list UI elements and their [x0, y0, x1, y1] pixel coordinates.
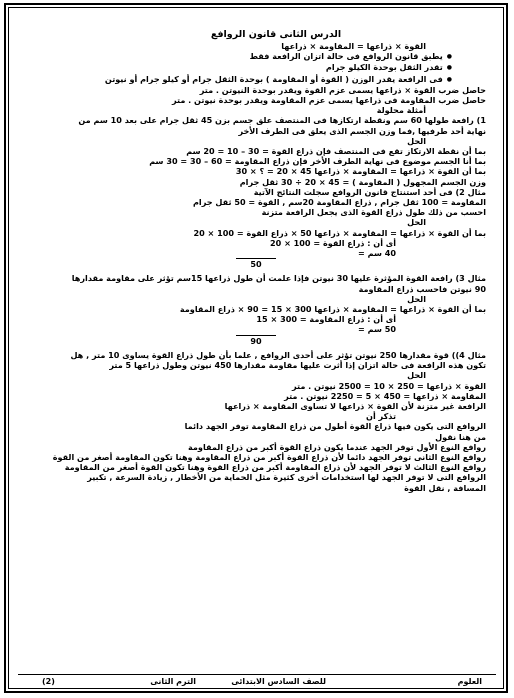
solution-line: بما أن نقطة الارتكاز تقع فى المنتصف فإن ذراع القوة = 30 – 10 = 20 سم — [186, 146, 486, 157]
remember-line: الروافع التى لا توفر الجهد لها استخدامات أخرى كثيرة مثل الحماية من الأخطار , زيادة السرعة , تكبير — [87, 472, 486, 483]
example-3-question: 90 نيوتن فاحسب ذراع المقاومة — [358, 283, 486, 294]
solution-line: الرافعة غير متزنة لأن القوة × ذراعها لا تساوى المقاومة × ذراعها — [224, 400, 486, 411]
note-bullet: ● فى الرافعة يقدر الوزن ( القوة أو المقاومة ) بوحدة الثقل جرام أو كيلو جرام أو نيوتن — [26, 74, 486, 85]
lesson-title: الدرس الثانى قانون الروافع — [210, 29, 342, 40]
note-bullet: ● يطبق قانون الروافع فى حالة اتزان الرافعة فقط — [26, 51, 486, 62]
footer-grade: للصف السادس الابتدائى — [231, 677, 326, 686]
remember-line: روافع النوع الثالث لا توفر الجهد لأن ذراع المقاومة أكبر من ذراع القوة وهنا تكون القوة أصغر من المقاومة — [64, 462, 486, 473]
solution-line: وزن الجسم المجهول ( المقاومة ) = 45 × 20 ÷ 30 ثقل جرام — [239, 176, 486, 187]
fraction-denominator: 50 — [26, 258, 486, 269]
footer-subject: العلوم — [457, 677, 482, 686]
example-1-question: 1) رافعة طولها 60 سم ونقطة ارتكازها فى المنتصف علق جسم بزن 45 ثقل جرام على بعد 10 سم من — [78, 115, 486, 126]
definition-line: حاصل ضرب القوة × ذراعها يسمى عزم القوة ويقدر بوحدة النيوتن . متر — [199, 84, 486, 95]
remember-line: من هنا نقول — [435, 431, 486, 442]
example-2-question: احسب من ذلك طول ذراع القوة الذى يجعل الرافعة متزنة — [261, 207, 486, 218]
solution-line: بما أن القوة × ذراعها = المقاومة × ذراعها 300 × 15 = 90 × ذراع المقاومة — [179, 304, 486, 315]
solution-label: الحل — [407, 217, 426, 228]
solution-line: القوة × ذراعها = 250 × 10 = 2500 نيوتن . متر — [292, 380, 486, 391]
solution-line: بما أنا الجسم موضوع فى نهاية الطرف الأخر فإن ذراع المقاومة = 60 – 30 = 30 سم — [149, 156, 486, 167]
remember-line: الروافع التى يكون فيها ذراع القوة أطول من ذراع المقاومة توفر الجهد دائما — [184, 421, 486, 432]
solution-line: بما أن القوة × ذراعها = المقاومة × ذراعها 50 × ذراع القوة = 100 × 20 — [193, 227, 486, 238]
lever-law: القوة × ذراعها = المقاومة × ذراعها — [281, 41, 426, 51]
page-number: (2) — [42, 677, 55, 686]
example-2-question: المقاومة = 100 ثقل جرام , ذراع المقاومة 20سم , القوة = 50 ثقل جرام — [193, 197, 486, 208]
lesson-content — [26, 28, 486, 493]
solution-line: أى أن : ذراع القوة = 100 × 20 — [269, 237, 396, 248]
footer-term: الترم الثانى — [150, 677, 196, 686]
solution-line: بما أن القوة × ذراعها = المقاومة × ذراعها 45 × 20 = ؟ × 30 — [235, 166, 486, 177]
solution-line: أى أن : ذراع المقاومة = 300 × 15 — [256, 314, 396, 325]
note-bullet: ● تقدر الثقل بوحدة الكيلو جرام — [26, 62, 486, 73]
solution-label: الحل — [407, 293, 426, 304]
page-footer — [18, 674, 496, 689]
example-1-question: نهاية أحد طرفيها ,فما وزن الجسم الذى يعلق فى الطرف الأخر — [238, 125, 486, 136]
example-3-question: مثال 3) رافعة القوة المؤثرة عليها 30 نيوتن فإذا علمت أن طول ذراعها 15سم تؤثر على مقاومة مقدارها — [71, 273, 486, 284]
solution-line: المقاومة × ذراعها = 450 × 5 = 2250 نيوتن . متر — [284, 390, 486, 401]
remember-line: روافع النوع الثانى توفر الجهد دائما لأن ذراع القوة أكبر من ذراع المقاومة وهنا تكون المقاومة أصغر من القوة — [52, 451, 486, 462]
solution-label: الحل — [407, 135, 426, 146]
solution-line: 50 سم = — [358, 324, 396, 335]
fraction-denominator: 90 — [26, 335, 486, 346]
example-4-question: مثال 4)) قوة مقدارها 250 نيوتن تؤثر على أحدى الروافع , علما بأن طول ذراع القوة يساوى 10 متر , هل — [70, 349, 486, 360]
example-4-question: تكون هذه الرافعة فى حالة اتزان إذا أثرت عليها مقاومة مقدارها 450 نيوتن وطول ذراعها 5 متر — [109, 360, 486, 371]
remember-line: روافع النوع الأول توفر الجهد عندما يكون ذراع القوة أكبر من ذراع المقاومة — [188, 441, 486, 452]
example-2-question: مثال 2) فى أحد استنتاج قانون الروافع سجلت النتائج الآتية — [253, 186, 486, 197]
definition-line: حاصل ضرب المقاومة فى ذراعها يسمى عزم المقاومة ويقدر بوحدة نيوتن . متر — [172, 95, 486, 106]
solution-label: الحل — [407, 370, 426, 381]
solution-line: 40 سم = — [358, 248, 396, 259]
remember-line: المسافة , نقل القوة — [404, 482, 486, 493]
remember-heading: تذكر أن — [366, 411, 396, 422]
examples-heading: أمثلة محلولة — [376, 105, 426, 116]
